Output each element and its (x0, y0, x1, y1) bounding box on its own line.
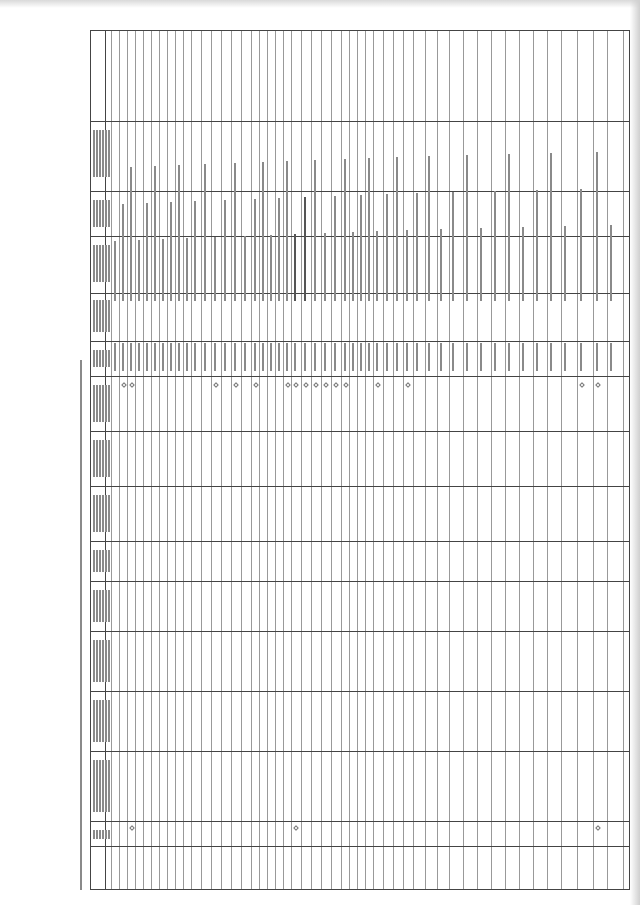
indicator-name-text (138, 240, 140, 301)
cross-mark (253, 382, 259, 388)
indicator-name-text (596, 152, 598, 301)
code-text (564, 343, 566, 371)
table-column-divider (91, 341, 629, 342)
indicator-name-text (428, 156, 430, 301)
indicator-name-text (224, 200, 226, 301)
table-row-divider (341, 31, 342, 889)
column-header-text (102, 350, 104, 367)
column-header-text (99, 300, 101, 332)
indicator-name-text (154, 166, 156, 301)
column-header-text (96, 830, 98, 839)
table-row-divider (301, 31, 302, 889)
table-column-divider (91, 691, 629, 692)
column-header-text (96, 200, 98, 227)
table-column-divider (91, 431, 629, 432)
cross-mark (129, 825, 135, 831)
cross-mark (323, 382, 329, 388)
column-header-text (102, 830, 104, 839)
column-header-text (108, 300, 110, 332)
table-column-divider (91, 121, 629, 122)
column-header-text (102, 495, 104, 532)
column-header-text (99, 590, 101, 622)
code-text (580, 343, 582, 371)
column-header-text (102, 300, 104, 332)
column-header-text (96, 590, 98, 622)
indicator-name-text (550, 153, 552, 301)
indicator-name-text (204, 164, 206, 301)
column-header-text (96, 550, 98, 572)
indicator-name-text (324, 233, 326, 301)
table-row-divider (231, 31, 232, 889)
code-text (286, 343, 288, 371)
code-text (536, 343, 538, 371)
code-text (522, 343, 524, 371)
code-text (170, 343, 172, 371)
table-row-divider (357, 31, 358, 889)
code-text (324, 343, 326, 371)
code-text (194, 343, 196, 371)
code-text (214, 343, 216, 371)
indicator-name-text (122, 204, 124, 301)
code-text (352, 343, 354, 371)
table-row-divider (143, 31, 144, 889)
code-text (314, 343, 316, 371)
table-row-divider (119, 31, 120, 889)
code-text (452, 343, 454, 371)
code-text (360, 343, 362, 371)
column-header-text (105, 385, 107, 422)
column-header-text (105, 130, 107, 177)
table-column-divider (91, 376, 629, 377)
code-text (396, 343, 398, 371)
code-text (204, 343, 206, 371)
column-header-text (108, 830, 110, 839)
column-header-text (108, 550, 110, 572)
column-header-text (102, 245, 104, 282)
table-row-divider (425, 31, 426, 889)
code-text (440, 343, 442, 371)
column-header-text (108, 440, 110, 477)
table-column-divider (91, 631, 629, 632)
code-text (428, 343, 430, 371)
column-header-text (102, 640, 104, 682)
table-column-divider (91, 821, 629, 822)
cross-mark (293, 382, 299, 388)
column-header-text (93, 550, 95, 572)
table-row-divider (373, 31, 374, 889)
indicator-name-text (610, 225, 612, 301)
column-header-text (99, 830, 101, 839)
code-text (368, 343, 370, 371)
column-header-text (108, 200, 110, 227)
column-header-text (96, 440, 98, 477)
column-header-text (96, 130, 98, 177)
cross-mark (333, 382, 339, 388)
column-header-text (102, 130, 104, 177)
cross-mark (595, 382, 601, 388)
table-row-divider (159, 31, 160, 889)
column-header-text (93, 830, 95, 839)
code-text (334, 343, 336, 371)
column-header-text (99, 385, 101, 422)
column-header-text (99, 700, 101, 742)
column-header-text (93, 350, 95, 367)
table-row-divider (547, 31, 548, 889)
table-row-divider (577, 31, 578, 889)
indicator-name-text (440, 229, 442, 301)
cross-mark (129, 382, 135, 388)
table-column-divider (91, 751, 629, 752)
table-row-divider (607, 31, 608, 889)
column-header-text (102, 200, 104, 227)
indicator-name-text (170, 202, 172, 301)
table-row-divider (403, 31, 404, 889)
indicator-name-text (244, 236, 246, 301)
indicator-name-text (494, 191, 496, 301)
indicator-name-text (254, 199, 256, 301)
indicator-name-text (386, 194, 388, 301)
column-header-text (105, 300, 107, 332)
indicator-name-text (396, 157, 398, 301)
cross-mark (375, 382, 381, 388)
cross-mark (293, 825, 299, 831)
indicator-name-text (522, 227, 524, 301)
column-header-text (93, 700, 95, 742)
table-row-divider (463, 31, 464, 889)
code-text (508, 343, 510, 371)
table-row-divider (259, 31, 260, 889)
table-row-divider (311, 31, 312, 889)
table-row-divider (283, 31, 284, 889)
column-header-text (93, 385, 95, 422)
column-header-text (108, 495, 110, 532)
indicator-name-text (178, 165, 180, 301)
code-text (278, 343, 280, 371)
column-header-text (105, 350, 107, 367)
column-header-text (99, 550, 101, 572)
table-row-divider (365, 31, 366, 889)
code-text (406, 343, 408, 371)
column-header-text (99, 130, 101, 177)
code-text (386, 343, 388, 371)
table-row-divider (175, 31, 176, 889)
column-header-text (108, 640, 110, 682)
code-text (376, 343, 378, 371)
indicator-name-text (406, 230, 408, 301)
code-text (130, 343, 132, 371)
column-header-text (108, 350, 110, 367)
indicator-name-text (162, 239, 164, 301)
column-header-text (105, 830, 107, 839)
table-row-divider (449, 31, 450, 889)
code-text (416, 343, 418, 371)
table-row-divider (393, 31, 394, 889)
column-header-text (93, 590, 95, 622)
column-header-text (99, 350, 101, 367)
column-header-text (99, 245, 101, 282)
code-text (114, 343, 116, 371)
cross-mark (343, 382, 349, 388)
column-header-text (93, 440, 95, 477)
table-row-divider (533, 31, 534, 889)
code-text (494, 343, 496, 371)
table-row-divider (331, 31, 332, 889)
table-row-divider (477, 31, 478, 889)
column-header-text (108, 245, 110, 282)
table-row-divider (127, 31, 128, 889)
column-header-text (96, 350, 98, 367)
column-header-text (105, 760, 107, 812)
column-header-text (96, 640, 98, 682)
table-row-divider (519, 31, 520, 889)
table-row-divider (167, 31, 168, 889)
cross-mark (405, 382, 411, 388)
code-text (178, 343, 180, 371)
code-text (138, 343, 140, 371)
column-header-text (108, 130, 110, 177)
code-text (146, 343, 148, 371)
column-header-text (99, 200, 101, 227)
code-text (480, 343, 482, 371)
code-text (304, 343, 306, 371)
table-row-divider (593, 31, 594, 889)
cross-mark (285, 382, 291, 388)
indicator-name-text (278, 198, 280, 301)
column-header-text (93, 245, 95, 282)
table-row-divider (111, 31, 112, 889)
column-header-text (102, 760, 104, 812)
column-header-text (96, 700, 98, 742)
table-column-divider (91, 486, 629, 487)
code-text (224, 343, 226, 371)
column-header-text (105, 245, 107, 282)
table-row-divider (191, 31, 192, 889)
code-text (254, 343, 256, 371)
column-header-text (105, 495, 107, 532)
code-text (154, 343, 156, 371)
code-text (122, 343, 124, 371)
code-text (550, 343, 552, 371)
indicator-name-text (466, 155, 468, 301)
table-row-divider (291, 31, 292, 889)
code-text (244, 343, 246, 371)
table-column-divider (91, 846, 629, 847)
column-header-text (99, 640, 101, 682)
cross-mark (121, 382, 127, 388)
column-header-text (99, 495, 101, 532)
code-text (610, 343, 612, 371)
table-row-divider (623, 31, 624, 889)
column-header-text (96, 495, 98, 532)
table-row-divider (505, 31, 506, 889)
indicator-name-text (344, 159, 346, 301)
column-header-text (105, 590, 107, 622)
indicator-name-text (536, 190, 538, 301)
column-header-text (99, 760, 101, 812)
table-row-divider (383, 31, 384, 889)
table-row-divider (201, 31, 202, 889)
column-header-text (93, 200, 95, 227)
indicator-name-text (262, 162, 264, 301)
indicator-name-text (314, 160, 316, 301)
column-header-text (96, 385, 98, 422)
indicator-name-text (114, 241, 116, 301)
cross-mark (579, 382, 585, 388)
indicator-name-text (452, 192, 454, 301)
indicator-name-text (480, 228, 482, 301)
code-text (596, 343, 598, 371)
table-row-divider (413, 31, 414, 889)
indicator-name-text (508, 154, 510, 301)
column-header-text (93, 300, 95, 332)
scan-shadow-right (630, 0, 640, 905)
column-header-text (99, 440, 101, 477)
column-header-text (102, 550, 104, 572)
table-row-divider (491, 31, 492, 889)
indicator-name-text (214, 237, 216, 301)
code-text (162, 343, 164, 371)
table-row-divider (135, 31, 136, 889)
column-header-text (102, 590, 104, 622)
column-header-text (102, 700, 104, 742)
table-row-divider (251, 31, 252, 889)
indicator-name-text (352, 232, 354, 301)
cross-mark (595, 825, 601, 831)
column-header-text (93, 640, 95, 682)
scan-shadow-top (0, 0, 640, 8)
column-header-text (96, 245, 98, 282)
column-header-text (105, 550, 107, 572)
indicator-name-text (376, 231, 378, 301)
indicator-name-text (368, 158, 370, 301)
table-column-divider (91, 191, 629, 192)
indicator-name-text (564, 226, 566, 301)
code-text (234, 343, 236, 371)
table-row-divider (267, 31, 268, 889)
indicator-name-text (186, 238, 188, 301)
footnote-text (80, 360, 82, 890)
table-row-divider (241, 31, 242, 889)
cross-mark (303, 382, 309, 388)
indicator-name-text (194, 201, 196, 301)
column-header-text (93, 130, 95, 177)
column-header-text (96, 300, 98, 332)
code-text (270, 343, 272, 371)
table-row-divider (151, 31, 152, 889)
table-row-divider (561, 31, 562, 889)
column-header-text (105, 700, 107, 742)
cross-mark (213, 382, 219, 388)
table-column-divider (91, 541, 629, 542)
column-header-text (105, 640, 107, 682)
indicator-name-text (580, 189, 582, 301)
column-header-text (102, 440, 104, 477)
table-row-divider (349, 31, 350, 889)
indicator-name-text (416, 193, 418, 301)
indicator-name-text (130, 167, 132, 301)
column-header-text (93, 495, 95, 532)
indicator-name-text (146, 203, 148, 301)
column-header-text (108, 760, 110, 812)
code-text (262, 343, 264, 371)
table-row-divider (183, 31, 184, 889)
table-row-divider (321, 31, 322, 889)
column-header-text (108, 700, 110, 742)
indicator-name-text (304, 197, 306, 301)
column-header-text (108, 590, 110, 622)
column-header-text (96, 760, 98, 812)
table-row-divider (221, 31, 222, 889)
rotated-statistics-table (90, 30, 630, 890)
indicator-name-text (360, 195, 362, 301)
indicator-name-text (234, 163, 236, 301)
indicator-name-text (270, 235, 272, 301)
code-text (344, 343, 346, 371)
indicator-name-text (286, 161, 288, 301)
code-text (186, 343, 188, 371)
table-row-divider (211, 31, 212, 889)
cross-mark (233, 382, 239, 388)
indicator-name-text (334, 196, 336, 301)
indicator-name-text (294, 234, 296, 301)
table-column-divider (91, 581, 629, 582)
table-row-divider (437, 31, 438, 889)
column-header-text (102, 385, 104, 422)
column-header-text (93, 760, 95, 812)
table-row-divider (275, 31, 276, 889)
column-header-text (105, 440, 107, 477)
column-header-text (105, 200, 107, 227)
cross-mark (313, 382, 319, 388)
column-header-text (108, 385, 110, 422)
code-text (466, 343, 468, 371)
code-text (294, 343, 296, 371)
